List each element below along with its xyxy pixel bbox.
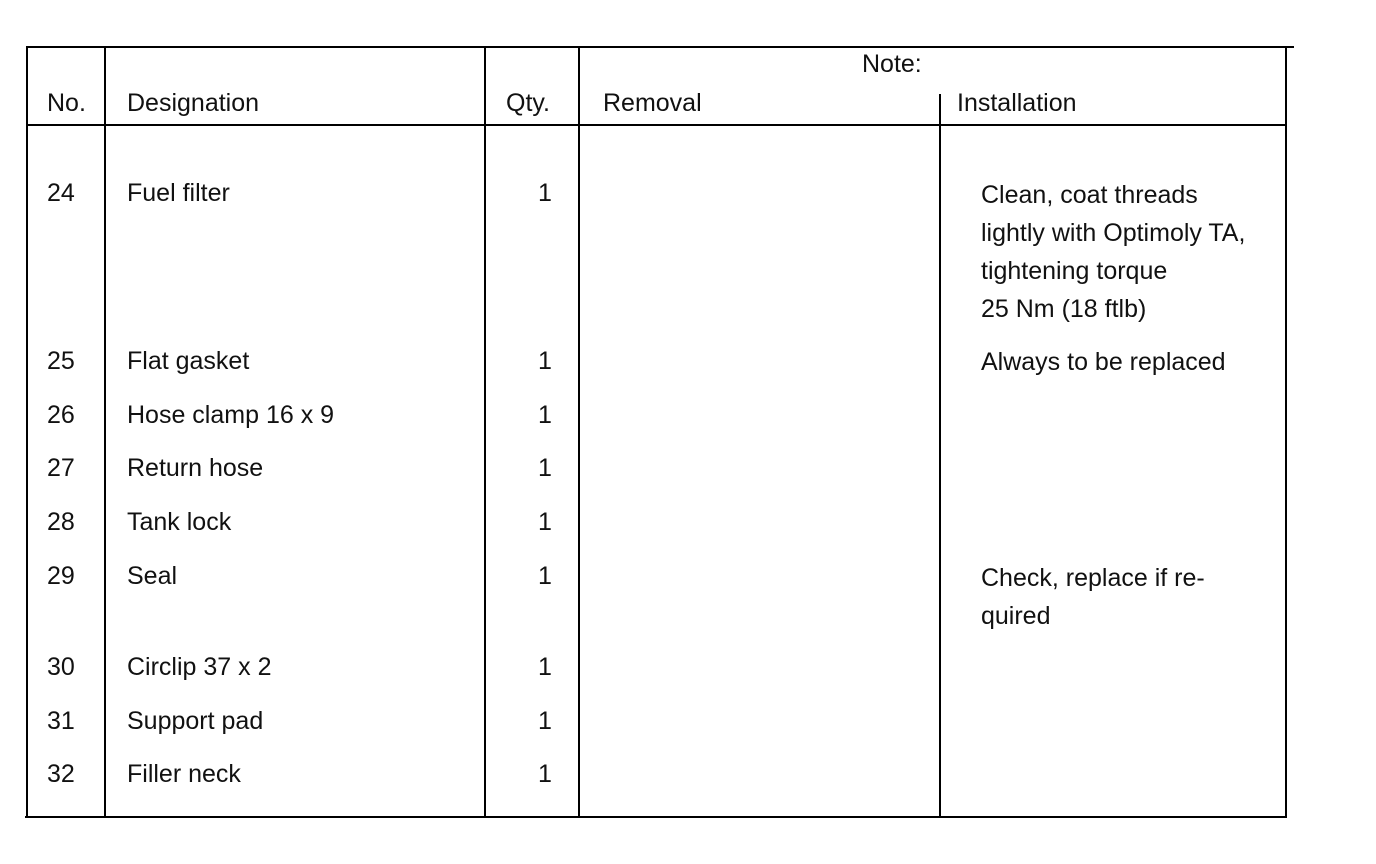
row-qty: 1 <box>538 760 552 788</box>
header-qty: Qty. <box>506 89 550 117</box>
header-no: No. <box>47 89 86 117</box>
row-qty: 1 <box>538 562 552 590</box>
row-installation-line: quired <box>981 602 1051 630</box>
row-no: 29 <box>47 562 75 590</box>
row-designation: Hose clamp 16 x 9 <box>127 401 335 429</box>
row-installation-line: 25 Nm (18 ftlb) <box>981 295 1147 323</box>
row-installation-line: tightening torque <box>981 257 1168 285</box>
row-qty: 1 <box>538 707 552 735</box>
row-qty: 1 <box>538 454 552 482</box>
table-top-border <box>27 46 1294 48</box>
row-qty: 1 <box>538 401 552 429</box>
header-designation: Designation <box>127 89 260 117</box>
row-no: 24 <box>47 179 75 207</box>
row-designation: Fuel filter <box>127 179 230 207</box>
row-no: 31 <box>47 707 75 735</box>
row-no: 32 <box>47 760 75 788</box>
row-installation-line: Always to be replaced <box>981 348 1226 376</box>
right-border <box>1285 46 1287 818</box>
row-no: 25 <box>47 347 75 375</box>
left-border <box>26 46 28 818</box>
row-designation: Support pad <box>127 707 264 735</box>
row-no: 28 <box>47 508 75 536</box>
header-bottom-border <box>27 124 1287 126</box>
row-no: 26 <box>47 401 75 429</box>
qty-column-divider <box>578 46 580 818</box>
row-qty: 1 <box>538 347 552 375</box>
row-installation-line: lightly with Optimoly TA, <box>981 219 1246 247</box>
row-designation: Flat gasket <box>127 347 250 375</box>
row-qty: 1 <box>538 508 552 536</box>
row-designation: Tank lock <box>127 508 232 536</box>
header-note: Note: <box>862 50 922 78</box>
row-designation: Filler neck <box>127 760 241 788</box>
row-qty: 1 <box>538 179 552 207</box>
row-designation: Circlip 37 x 2 <box>127 653 272 681</box>
row-installation-line: Check, replace if re- <box>981 564 1205 592</box>
header-removal: Removal <box>603 89 702 117</box>
removal-column-divider <box>939 94 941 818</box>
row-installation-line: Clean, coat threads <box>981 181 1198 209</box>
row-no: 30 <box>47 653 75 681</box>
header-installation: Installation <box>957 89 1077 117</box>
table-bottom-border <box>25 816 1287 818</box>
designation-column-divider <box>484 46 486 818</box>
row-qty: 1 <box>538 653 552 681</box>
no-column-divider <box>104 46 106 818</box>
row-designation: Return hose <box>127 454 264 482</box>
row-no: 27 <box>47 454 75 482</box>
row-designation: Seal <box>127 562 178 590</box>
